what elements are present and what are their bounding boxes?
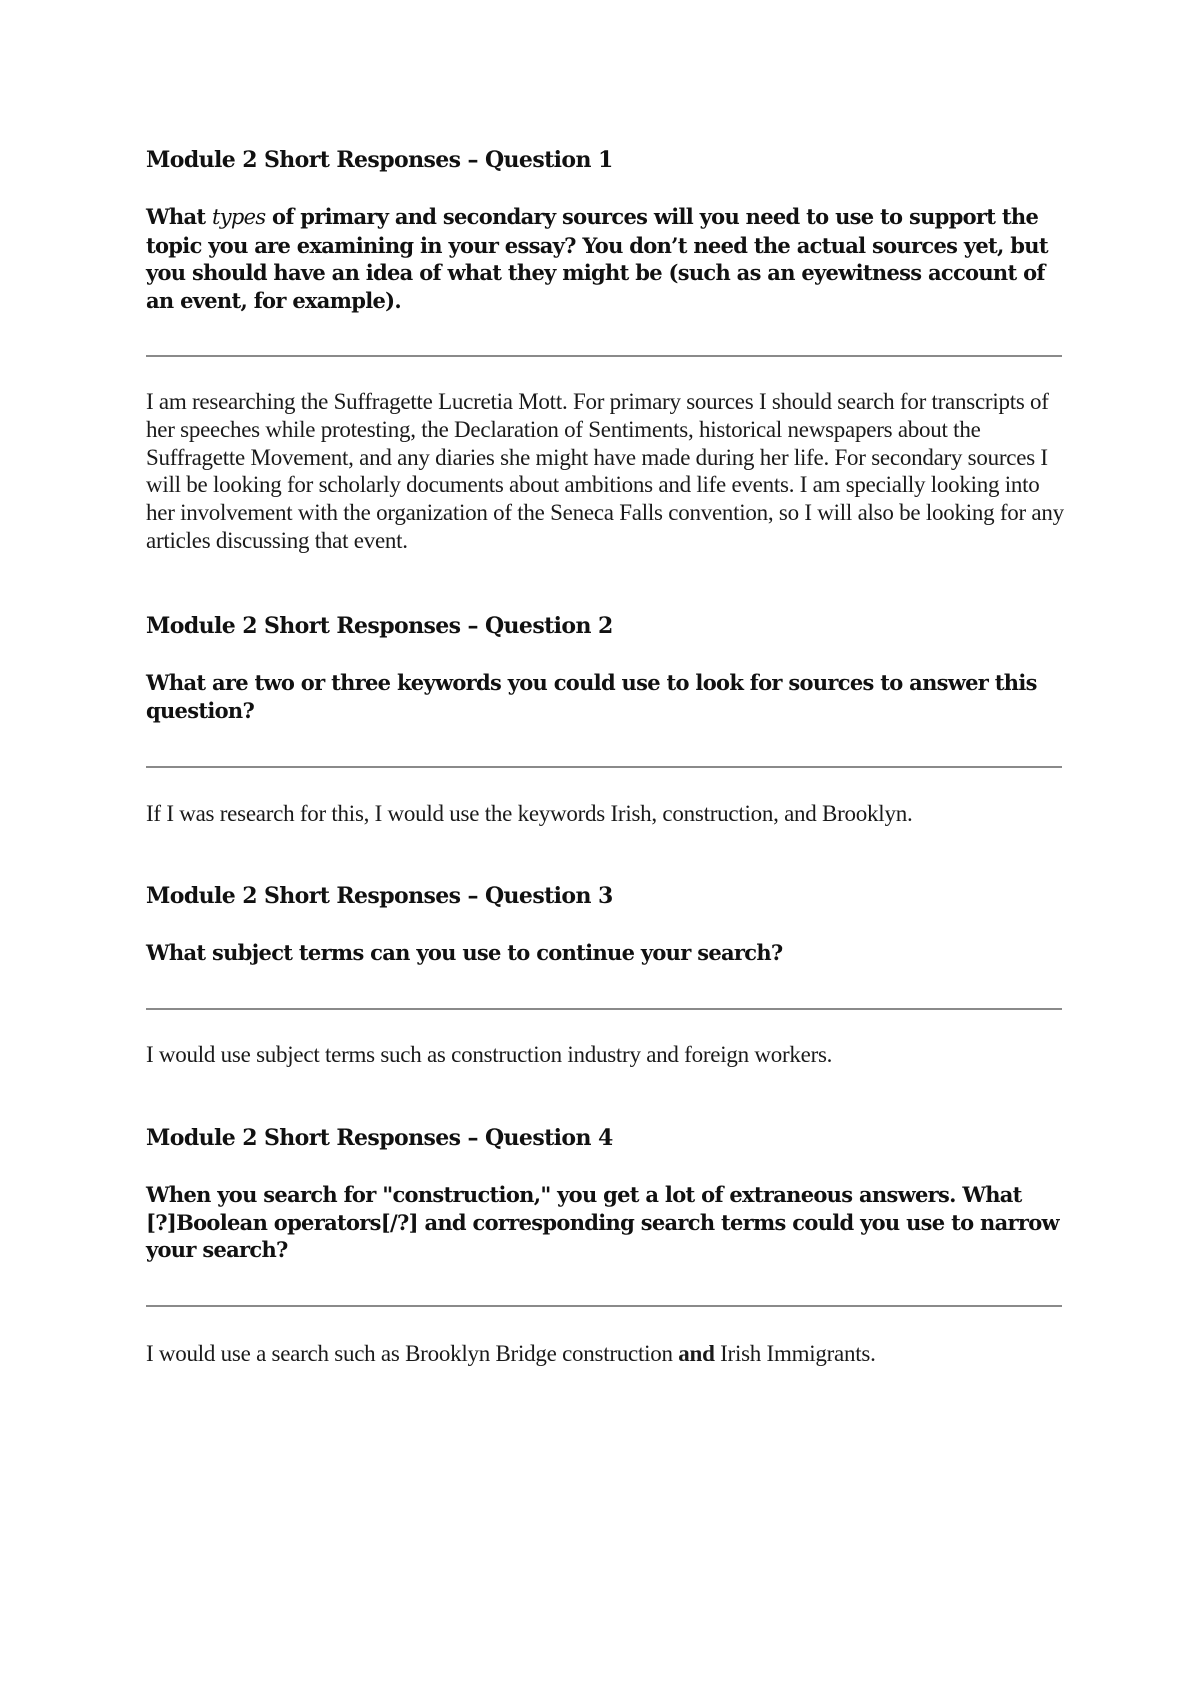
question-1-answer: I am researching the Suffragette Lucretia Mott. For primary sources I should search for transcripts of her speeches while protesting, the Declaration of Sentiments, historical newspapers about the Suffragette Movement, and any diaries she might have made during her life. For secondary sources I will be looking for scholarly documents about ambitions and life events. I am specially looking into her involvement with the organization of the Seneca Falls convention, so I will also be looking for any articles discussing that event. (146, 389, 1064, 553)
question-4-prompt: When you search for "construction," you get a lot of extraneous answers. What [?]Boolean operators[/?] and corresponding search terms could you use to narrow your search? (146, 1182, 1059, 1262)
question-4-answer-operator: and (678, 1341, 715, 1366)
question-1-prompt-start: What (146, 204, 212, 229)
question-2-heading: Module 2 Short Responses – Question 2 (146, 613, 613, 639)
question-3-heading: Module 2 Short Responses – Question 3 (146, 883, 613, 909)
question-4-answer-start: I would use a search such as Brooklyn Bridge construction (146, 1341, 679, 1366)
question-2-prompt: What are two or three keywords you could use to look for sources to answer this question? (146, 670, 1037, 723)
question-1-prompt (146, 203, 1062, 314)
question-4-answer (146, 1340, 1066, 1368)
question-4-answer-end: Irish Immigrants. (714, 1341, 876, 1366)
question-1-prompt-rest: of primary and secondary sources will you need to use to support the topic you are examining in your essay? You don’t need the actual sources yet, but you should have an idea of what they might be (such as an eyewitness account of an event, for example). (146, 204, 1048, 313)
question-1-prompt-emphasis: types (211, 205, 266, 229)
question-4-heading: Module 2 Short Responses – Question 4 (146, 1125, 613, 1151)
answer-divider-2 (146, 766, 1062, 768)
question-3-answer: I would use subject terms such as construction industry and foreign workers. (146, 1042, 833, 1067)
answer-divider-4 (146, 1305, 1062, 1307)
question-1-heading: Module 2 Short Responses – Question 1 (146, 147, 613, 173)
answer-divider-3 (146, 1008, 1062, 1010)
question-3-prompt: What subject terms can you use to continue your search? (146, 940, 783, 965)
question-2-answer: If I was research for this, I would use the keywords Irish, construction, and Brooklyn. (146, 801, 913, 826)
answer-divider-1 (146, 355, 1062, 357)
